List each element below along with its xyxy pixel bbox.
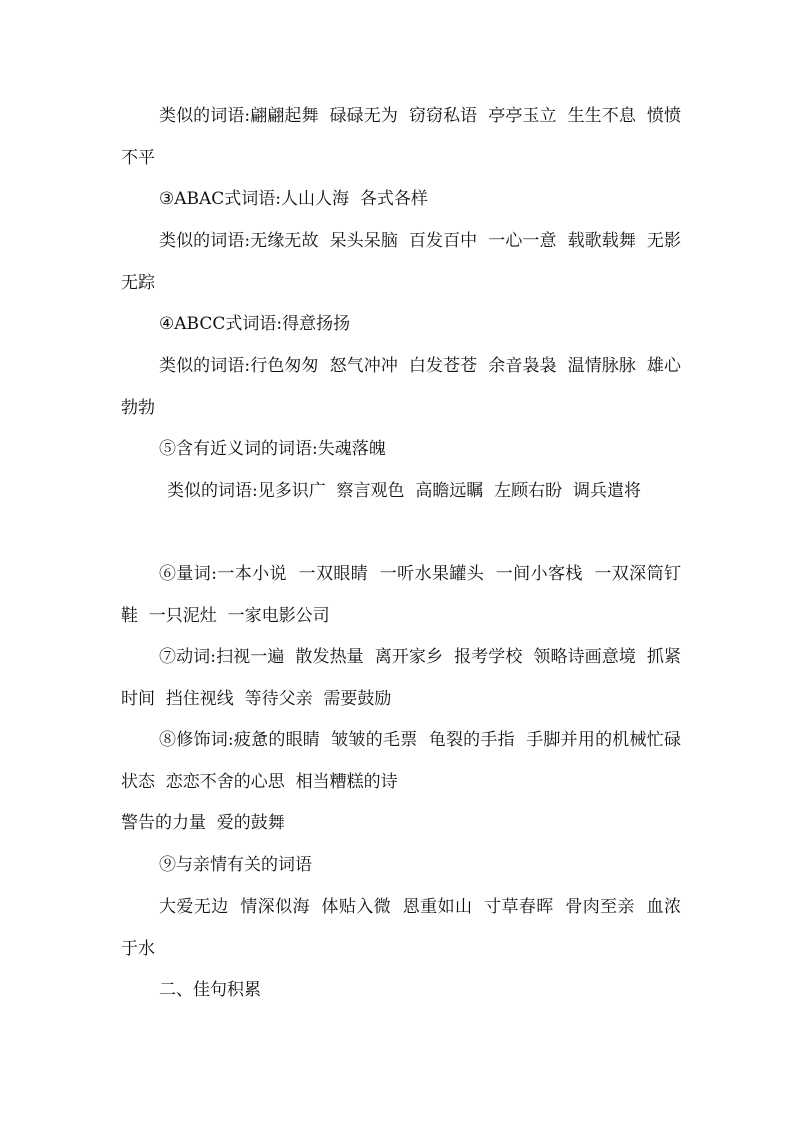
paragraph-family-heading: ⑨与亲情有关的词语 — [159, 855, 312, 875]
paragraph-similar-words-4: 类似的词语:见多识广 察言观色 高瞻远瞩 左顾右盼 调兵遣将 — [167, 481, 641, 501]
paragraph-synonym-heading: ⑤含有近义词的词语:失魂落魄 — [159, 439, 386, 459]
paragraph-modifiers: ⑧修饰词:疲惫的眼睛 皱皱的毛票 龟裂的手指 手脚并用的机械忙碌状态 恋恋不舍的心思 相当糟糕的诗 — [121, 730, 681, 792]
paragraph-abac-heading: ③ABAC式词语:人山人海 各式各样 — [159, 189, 428, 209]
paragraph-similar-words-2: 类似的词语:无缘无故 呆头呆脑 百发百中 一心一意 载歌载舞 无影无踪 — [121, 231, 681, 293]
paragraph-verbs: ⑦动词:扫视一遍 散发热量 离开家乡 报考学校 领略诗画意境 抓紧时间 挡住视线 等待父亲 需要鼓励 — [121, 647, 681, 709]
paragraph-measure-words: ⑥量词:一本小说 一双眼睛 一听水果罐头 一间小客栈 一双深筒钉鞋 一只泥灶 一家电影公司 — [121, 564, 681, 626]
paragraph-family-words: 大爱无边 情深似海 体贴入微 恩重如山 寸草春晖 骨肉至亲 血浓于水 — [121, 897, 681, 959]
paragraph-abcc-heading: ④ABCC式词语:得意扬扬 — [159, 314, 351, 334]
section-heading: 二、佳句积累 — [159, 980, 261, 1000]
paragraph-similar-words-3: 类似的词语:行色匆匆 怒气冲冲 白发苍苍 余音袅袅 温情脉脉 雄心勃勃 — [121, 356, 681, 418]
paragraph-similar-words-1: 类似的词语:翩翩起舞 碌碌无为 窃窃私语 亭亭玉立 生生不息 愤愤不平 — [121, 106, 681, 168]
paragraph-modifiers-continued: 警告的力量 爱的鼓舞 — [121, 813, 285, 833]
